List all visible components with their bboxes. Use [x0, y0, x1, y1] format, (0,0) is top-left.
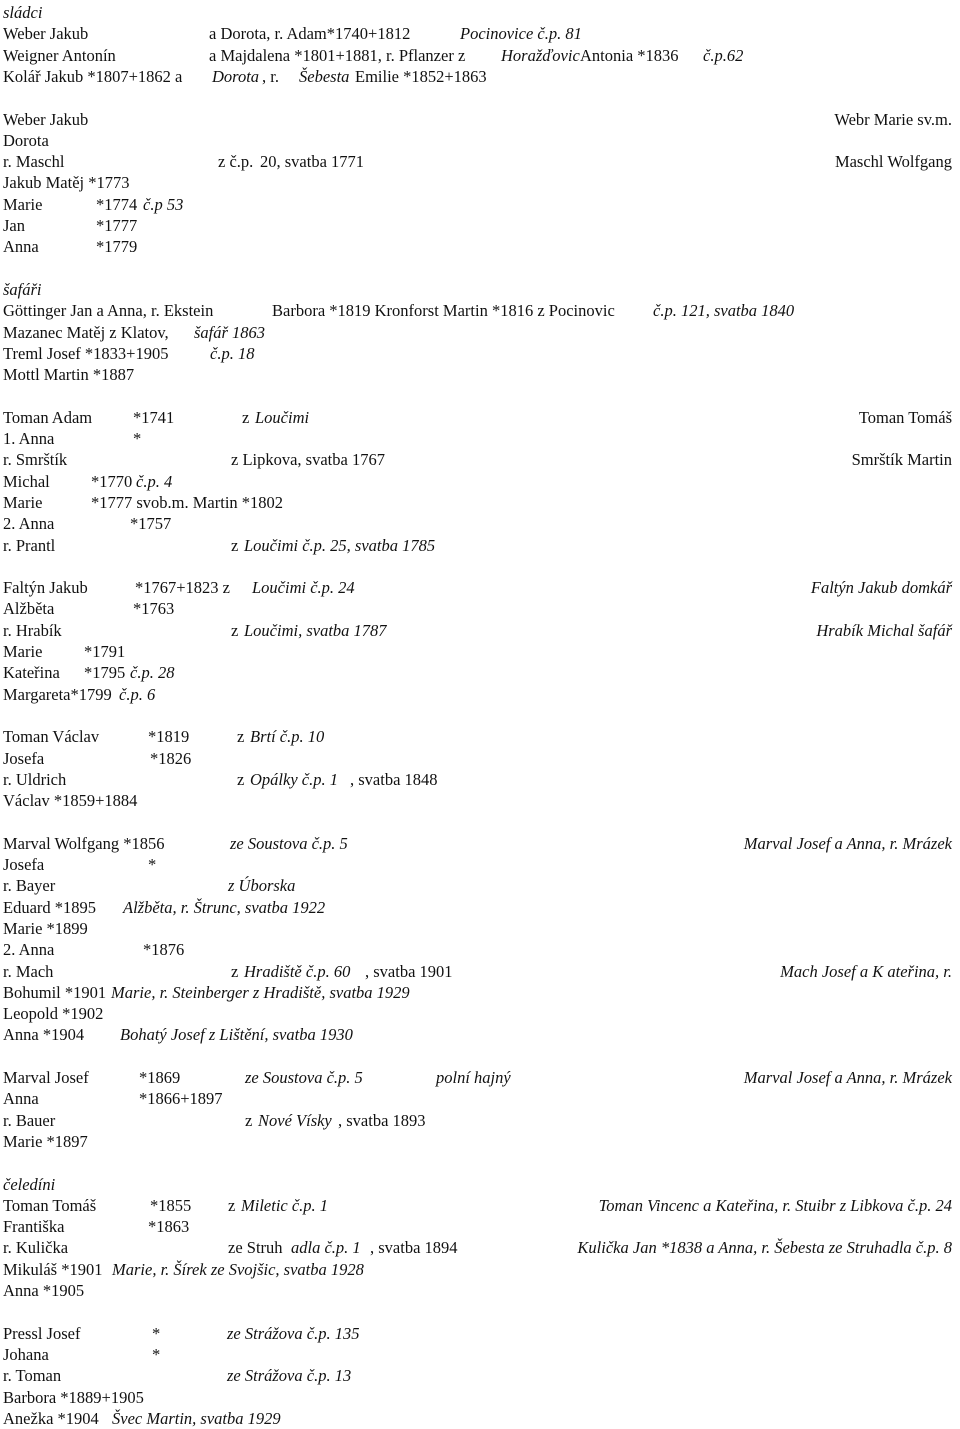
text-segment: *1770 [91, 471, 133, 491]
text-segment: Barbora *1889+1905 [3, 1387, 144, 1407]
text-segment: Toman Vincenc a Kateřina, r. Stuibr z Libkova č.p. 24 [598, 1195, 952, 1215]
text-segment: Františka [3, 1217, 65, 1237]
blank-line [0, 705, 960, 726]
text-line [0, 364, 960, 385]
text-line [0, 1387, 960, 1408]
text-segment: šafář 1863 [194, 322, 266, 342]
text-line [0, 172, 960, 193]
text-segment: Kolář Jakub *1807+1862 a [3, 66, 183, 86]
text-segment: Marie *1897 [3, 1131, 88, 1151]
text-segment: Alžběta [3, 599, 55, 619]
text-line [0, 343, 960, 364]
text-segment: Marie *1899 [3, 918, 88, 938]
text-segment: Webr Marie sv.m. [834, 109, 952, 129]
text-segment: č.p. 121, svatba 1840 [653, 301, 795, 321]
text-segment: Anna [3, 1089, 39, 1109]
text-line [0, 471, 960, 492]
text-segment: r. Mach [3, 961, 54, 981]
text-segment: a Majdalena *1801+1881, r. Pflanzer z [209, 45, 466, 65]
text-segment: Treml Josef *1833+1905 [3, 343, 169, 363]
text-segment: 20, svatba 1771 [260, 152, 365, 172]
text-line [0, 1088, 960, 1109]
text-segment: Smrštík Martin [851, 450, 952, 470]
text-line [0, 833, 960, 854]
text-segment: z [231, 535, 239, 555]
text-line [0, 1174, 960, 1195]
text-segment: ze Strážova č.p. 13 [227, 1366, 352, 1386]
blank-line [0, 1046, 960, 1067]
text-segment: *1876 [143, 940, 185, 960]
text-segment: , svatba 1894 [370, 1238, 458, 1258]
text-line [0, 961, 960, 982]
text-segment: Marie [3, 642, 43, 661]
text-segment: Mazanec Matěj z Klatov, [3, 322, 169, 342]
text-line [0, 748, 960, 769]
text-segment: Marval Wolfgang *1856 [3, 833, 165, 853]
text-segment: 2. Anna [3, 514, 55, 534]
text-segment: , svatba 1848 [350, 769, 438, 789]
text-segment: *1777 svob.m. Martin *1802 [91, 492, 284, 512]
text-segment: polní hajný [436, 1068, 511, 1087]
text-segment: Anna *1905 [3, 1281, 85, 1300]
text-segment: ze Soustova č.p. 5 [245, 1068, 363, 1087]
text-line [0, 215, 960, 236]
text-segment: Antonia *1836 [580, 45, 679, 65]
text-line [0, 598, 960, 619]
text-segment: Weber Jakub [3, 24, 89, 44]
text-segment: Barbora *1819 Kronforst Martin *1816 z Pocinovic [272, 301, 615, 321]
text-segment: Václav *1859+1884 [3, 791, 138, 811]
text-line [0, 854, 960, 875]
text-segment: z [237, 769, 245, 789]
text-segment: z Úborska [228, 876, 296, 896]
text-segment: Marie [3, 492, 43, 512]
text-segment: *1866+1897 [139, 1089, 223, 1109]
text-segment: Opálky č.p. 1 [250, 769, 338, 789]
text-segment: Jakub Matěj *1773 [3, 173, 130, 193]
text-segment: Margareta*1799 [3, 684, 112, 704]
blank-line [0, 87, 960, 108]
text-segment: Loučimi č.p. 24 [252, 578, 355, 598]
text-segment: Anna *1904 [3, 1025, 85, 1045]
text-segment: č.p. 4 [136, 471, 173, 491]
text-segment: r. Toman [3, 1366, 62, 1386]
text-segment: Bohumil *1901 [3, 982, 107, 1002]
text-line [0, 939, 960, 960]
text-line [0, 684, 960, 705]
text-segment: Faltýn Jakub domkář [810, 578, 952, 598]
text-segment: *1763 [133, 599, 175, 619]
text-line [0, 1280, 960, 1301]
text-segment: * [133, 429, 142, 448]
text-segment: * [148, 855, 157, 874]
text-line [0, 23, 960, 44]
text-line [0, 109, 960, 130]
text-line [0, 918, 960, 939]
text-segment: *1826 [150, 748, 192, 768]
text-segment: , svatba 1893 [338, 1110, 426, 1130]
text-line [0, 1344, 960, 1365]
text-line [0, 1408, 960, 1429]
text-segment: r. Kulička [3, 1238, 69, 1258]
text-segment: Leopold *1902 [3, 1004, 104, 1024]
text-line [0, 1237, 960, 1258]
text-segment: Brtí č.p. 10 [250, 727, 325, 747]
text-line [0, 662, 960, 683]
text-segment: Mottl Martin *1887 [3, 365, 135, 385]
text-segment: č.p. 18 [210, 343, 255, 363]
text-line [0, 492, 960, 513]
text-segment: r. Prantl [3, 535, 56, 555]
text-segment: Toman Tomáš [3, 1195, 97, 1215]
text-line [0, 641, 960, 662]
text-line [0, 194, 960, 215]
text-segment: Marval Josef [3, 1068, 89, 1087]
text-segment: 2. Anna [3, 940, 55, 960]
text-segment: r. Bayer [3, 876, 56, 896]
text-segment: Johana [3, 1344, 49, 1364]
text-segment: *1777 [96, 216, 138, 235]
text-segment: *1757 [130, 514, 172, 534]
text-line [0, 1259, 960, 1280]
text-line [0, 428, 960, 449]
text-segment: r. Uldrich [3, 769, 67, 789]
text-line [0, 151, 960, 172]
blank-line [0, 385, 960, 406]
text-line [0, 45, 960, 66]
text-segment: sládci [3, 3, 43, 22]
text-line [0, 1024, 960, 1045]
text-segment: z [242, 407, 250, 427]
blank-line [0, 556, 960, 577]
text-segment: Marie, r. Šírek ze Svojšic, svatba 1928 [112, 1259, 364, 1279]
text-segment: r. Smrštík [3, 450, 68, 470]
text-segment: Anna [3, 237, 39, 257]
text-segment: 1. Anna [3, 429, 55, 448]
text-line [0, 1365, 960, 1386]
text-segment: Bohatý Josef z Lištění, svatba 1930 [120, 1025, 353, 1045]
text-segment: r. Hrabík [3, 620, 62, 640]
text-segment: Loučimi, svatba 1787 [244, 620, 387, 640]
text-segment: Švec Martin, svatba 1929 [112, 1408, 281, 1428]
text-segment: Jan [3, 216, 25, 235]
text-line [0, 535, 960, 556]
text-segment: a Dorota, r. Adam*1740+1812 [209, 24, 411, 44]
text-segment: čeledíni [3, 1174, 56, 1194]
text-segment: *1795 [84, 663, 126, 683]
text-segment: Toman Václav [3, 727, 100, 747]
text-segment: z [245, 1110, 253, 1130]
text-segment: *1767+1823 z [135, 578, 231, 598]
text-segment: Eduard *1895 [3, 897, 97, 917]
text-segment: adla č.p. 1 [291, 1238, 361, 1258]
text-segment: Loučimi č.p. 25, svatba 1785 [244, 535, 436, 555]
blank-line [0, 1152, 960, 1173]
text-segment: Mikuláš *1901 [3, 1259, 103, 1279]
blank-line [0, 1301, 960, 1322]
text-segment: Emilie *1852+1863 [355, 66, 487, 86]
text-line [0, 236, 960, 257]
text-segment: Nové Vísky [258, 1110, 332, 1130]
text-line [0, 1195, 960, 1216]
text-line [0, 2, 960, 23]
text-segment: Maschl Wolfgang [834, 152, 952, 172]
text-line [0, 322, 960, 343]
text-segment: Horažďovic [501, 45, 580, 65]
text-segment: ze Strážova č.p. 135 [227, 1323, 360, 1343]
text-segment: Weigner Antonín [3, 45, 116, 65]
text-segment: * [152, 1323, 161, 1343]
text-segment: č.p.62 [703, 45, 744, 65]
text-line [0, 875, 960, 896]
text-segment: Marie [3, 194, 43, 214]
blank-line [0, 811, 960, 832]
text-segment: Loučimi [255, 407, 310, 427]
text-segment: Šebesta [299, 66, 350, 86]
text-line [0, 279, 960, 300]
text-segment: z [231, 961, 239, 981]
text-segment: Josefa [3, 748, 45, 768]
text-line [0, 300, 960, 321]
text-segment: ze Struh [228, 1238, 283, 1258]
text-line [0, 407, 960, 428]
text-line [0, 66, 960, 87]
text-segment: Kulička Jan *1838 a Anna, r. Šebesta ze Struhadla č.p. 8 [577, 1238, 952, 1258]
text-segment: Marval Josef a Anna, r. Mrázek [743, 1068, 952, 1087]
text-segment: Michal [3, 471, 50, 491]
text-line [0, 1110, 960, 1131]
blank-line [0, 258, 960, 279]
text-line [0, 1067, 960, 1088]
text-line [0, 982, 960, 1003]
text-line [0, 1323, 960, 1344]
text-line [0, 1003, 960, 1024]
text-line [0, 726, 960, 747]
text-segment: r. Maschl [3, 152, 65, 172]
text-segment: Miletic č.p. 1 [241, 1195, 329, 1215]
text-segment: Göttinger Jan a Anna, r. Ekstein [3, 301, 214, 321]
text-segment: *1791 [84, 642, 126, 661]
text-segment: ze Soustova č.p. 5 [230, 833, 348, 853]
text-segment: *1741 [133, 407, 175, 427]
text-segment: , svatba 1901 [365, 961, 453, 981]
text-line [0, 790, 960, 811]
text-segment: *1869 [139, 1068, 181, 1087]
text-line [0, 513, 960, 534]
text-segment: Alžběta, r. Štrunc, svatba 1922 [123, 897, 326, 917]
text-segment: Faltýn Jakub [3, 578, 88, 598]
text-segment: *1779 [96, 237, 138, 257]
text-segment: z [237, 727, 245, 747]
text-segment: r. Bauer [3, 1110, 56, 1130]
text-segment: č.p. 28 [130, 663, 175, 683]
text-segment: *1774 [96, 194, 138, 214]
text-segment: č.p 53 [143, 194, 184, 214]
text-segment: Kateřina [3, 663, 60, 683]
text-segment: Dorota [212, 66, 260, 86]
text-segment: Toman Tomáš [858, 407, 952, 427]
text-segment: šafáři [3, 279, 42, 299]
text-line [0, 1131, 960, 1152]
text-segment: Anežka *1904 [3, 1408, 99, 1428]
text-line [0, 769, 960, 790]
text-segment: , r. [262, 66, 279, 86]
text-segment: Pressl Josef [3, 1323, 81, 1343]
text-segment: Marval Josef a Anna, r. Mrázek [743, 833, 952, 853]
text-line [0, 620, 960, 641]
text-line [0, 577, 960, 598]
text-segment: Marie, r. Steinberger z Hradiště, svatba 1929 [111, 982, 410, 1002]
text-segment: Mach Josef a K ateřina, r. [780, 961, 952, 981]
text-segment: z [231, 620, 239, 640]
text-segment: č.p. 6 [119, 684, 156, 704]
text-segment: Dorota [3, 130, 49, 150]
text-line [0, 897, 960, 918]
text-segment: Weber Jakub [3, 109, 89, 129]
text-segment: z č.p. [218, 152, 254, 172]
text-segment: *1855 [150, 1195, 192, 1215]
text-segment: Hradiště č.p. 60 [244, 961, 351, 981]
text-segment: *1863 [148, 1217, 190, 1237]
text-segment: Toman Adam [3, 407, 93, 427]
text-segment: z Lipkova, svatba 1767 [231, 450, 385, 470]
text-line [0, 1216, 960, 1237]
text-segment: Josefa [3, 855, 45, 874]
text-segment: *1819 [148, 727, 190, 747]
text-line [0, 130, 960, 151]
text-segment: z [228, 1195, 236, 1215]
text-line [0, 449, 960, 470]
text-segment: Pocinovice č.p. 81 [460, 24, 582, 44]
text-segment: Hrabík Michal šafář [816, 620, 952, 640]
text-segment: * [152, 1344, 161, 1364]
